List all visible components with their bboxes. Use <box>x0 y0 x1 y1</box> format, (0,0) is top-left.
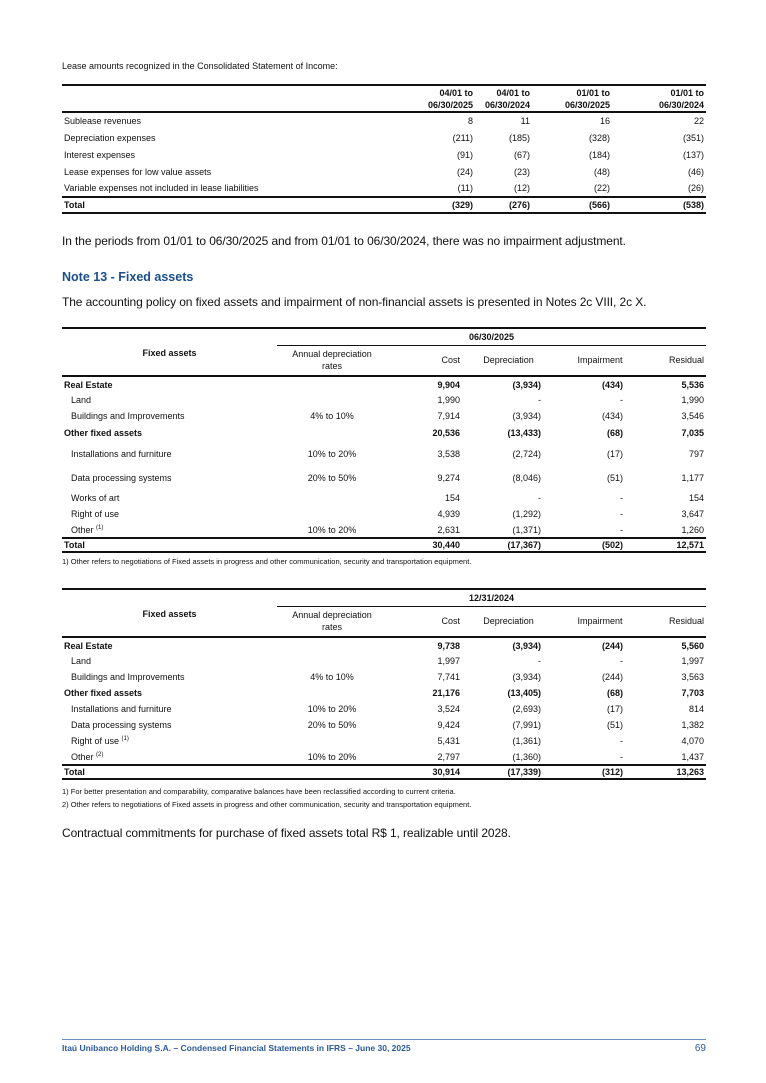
cell-value: (185) <box>508 132 530 143</box>
row-label: Data processing systems <box>71 720 172 730</box>
cell-value: (566) <box>532 197 612 213</box>
cell-value: 1,177 <box>681 473 704 483</box>
col-header: 04/01 to 06/30/2025 <box>402 85 475 112</box>
table-row <box>62 163 706 180</box>
rate-cell: 10% to 20% <box>307 449 357 459</box>
rate-cell: 10% to 20% <box>307 751 357 762</box>
cell-value: (51) <box>606 473 623 483</box>
footnotes-2024 <box>62 785 471 811</box>
rate-cell <box>277 376 387 392</box>
rate-cell <box>277 653 387 669</box>
cell-value: (13,405) <box>507 688 541 698</box>
row-label: Right of use $^{(1)}$ <box>71 736 129 746</box>
cell-value: 3,647 <box>681 509 704 519</box>
cell-value: 1,382 <box>681 720 704 730</box>
row-label: Total <box>62 765 277 779</box>
row-label: Works of art <box>71 493 120 503</box>
table-row <box>62 717 706 733</box>
cell-value: 16 <box>599 116 610 126</box>
cell-value: 1,437 <box>681 751 704 762</box>
cell-value: 3,524 <box>437 704 460 714</box>
cell-value: (17) <box>606 449 623 459</box>
cell-value: 4,939 <box>437 509 460 519</box>
row-label: Land <box>71 656 92 666</box>
col-header: 01/01 to 06/30/2025 <box>532 85 612 112</box>
table-row <box>62 669 706 685</box>
cell-value: (17) <box>606 704 623 714</box>
total-row <box>62 765 706 779</box>
row-label: Sublease revenues <box>64 116 142 126</box>
cell-value: 21,176 <box>432 688 460 698</box>
fixed-assets-2024-table <box>62 588 706 780</box>
cell-value: - <box>620 524 623 535</box>
commitments-text: Contractual commitments for purchase of fixed assets total R$ 1, realizable until 2028. <box>62 826 511 840</box>
cell-value: (244) <box>601 640 623 651</box>
period-header: 06/30/2025 <box>277 328 706 345</box>
rate-cell <box>277 506 387 522</box>
cell-value: 7,914 <box>437 411 460 421</box>
cell-value: (434) <box>601 411 623 421</box>
col-header: Cost <box>387 606 462 637</box>
cell-value: 22 <box>693 116 704 126</box>
cell-value: (3,934) <box>512 640 541 651</box>
rate-cell <box>277 685 387 701</box>
cell-value: (51) <box>606 720 623 730</box>
cell-value: (2,724) <box>512 449 541 459</box>
cell-value: 20,536 <box>432 428 460 438</box>
cell-value: 13,263 <box>645 765 706 779</box>
total-row <box>62 197 706 213</box>
impairment-note: In the periods from 01/01 to 06/30/2025 and from 01/01 to 06/30/2024, there was no impairment adjustment. <box>62 234 626 248</box>
row-label: Data processing systems <box>71 473 172 483</box>
cell-value: - <box>620 509 623 519</box>
cell-value: 3,563 <box>681 672 704 682</box>
cell-value: (211) <box>452 132 473 143</box>
cell-value: 5,560 <box>681 640 704 651</box>
rate-cell <box>277 392 387 408</box>
cell-value: (13,433) <box>507 428 541 438</box>
cell-value: - <box>538 395 541 405</box>
cell-value: - <box>620 493 623 503</box>
footer-text: Itaú Unibanco Holding S.A. – Condensed Financial Statements in IFRS – June 30, 2025 <box>62 1043 411 1053</box>
cell-value: 30,914 <box>387 765 462 779</box>
cell-value: 814 <box>688 704 704 714</box>
table-row <box>62 180 706 197</box>
cell-value: 2,631 <box>437 524 460 535</box>
cell-value: 1,997 <box>437 656 460 666</box>
rate-cell <box>277 637 387 653</box>
cell-value: (12) <box>513 183 530 193</box>
cell-value: (276) <box>475 197 532 213</box>
rate-cell: 10% to 20% <box>307 524 357 535</box>
row-label: Right of use <box>71 509 120 519</box>
cell-value: (312) <box>555 765 645 779</box>
cell-value: (2,693) <box>512 704 541 714</box>
cell-value: 797 <box>688 449 704 459</box>
table-row <box>62 408 706 424</box>
col-header-rates: Annual depreciation rates <box>277 345 387 376</box>
cell-value: 7,035 <box>681 428 704 438</box>
cell-value: 3,538 <box>437 449 460 459</box>
cell-value: (17,339) <box>462 765 555 779</box>
cell-value: 1,990 <box>681 395 704 405</box>
cell-value: (329) <box>402 197 475 213</box>
footnote-ref: (1) <box>96 524 104 531</box>
table-row <box>62 146 706 163</box>
rate-cell: 20% to 50% <box>307 720 357 730</box>
cell-value: (328) <box>588 132 610 143</box>
cell-value: - <box>538 656 541 666</box>
row-label: Installations and furniture <box>71 704 172 714</box>
row-label: Land <box>71 395 92 405</box>
col-header: Impairment <box>555 606 645 637</box>
cell-value: (1,371) <box>512 524 541 535</box>
cell-value: 9,424 <box>437 720 460 730</box>
cell-value: 2,797 <box>437 751 460 762</box>
cell-value: (7,991) <box>512 720 541 730</box>
cell-value: 9,738 <box>437 640 460 651</box>
footer-divider <box>62 1039 706 1040</box>
col-header-rates: Annual depreciation rates <box>277 606 387 637</box>
cell-value: (48) <box>593 166 610 177</box>
cell-value: (24) <box>456 166 473 177</box>
footnote: 1) For better presentation and comparability, comparative balances have been reclassified according to current criteria. <box>62 787 456 796</box>
table-row <box>62 424 706 442</box>
policy-text: The accounting policy on fixed assets and impairment of non-financial assets is presented in Notes 2c VIII, 2c X. <box>62 295 647 309</box>
cell-value: 7,703 <box>681 688 704 698</box>
row-label: Total <box>62 538 277 552</box>
cell-value: (68) <box>606 428 623 438</box>
page-number: 69 <box>694 1043 706 1054</box>
row-label: Other $^{(2)}$ <box>71 751 104 762</box>
cell-value: - <box>620 395 623 405</box>
row-label: Variable expenses not included in lease liabilities <box>64 183 259 193</box>
cell-value: (3,934) <box>512 411 541 421</box>
cell-value: (538) <box>612 197 706 213</box>
cell-value: (17,367) <box>462 538 555 552</box>
row-label: Installations and furniture <box>71 449 172 459</box>
row-label: Buildings and Improvements <box>71 672 185 682</box>
col-header: 01/01 to 06/30/2024 <box>612 85 706 112</box>
period-header: 12/31/2024 <box>277 589 706 606</box>
row-label: Other fixed assets <box>64 688 143 698</box>
table-row <box>62 749 706 765</box>
cell-value: (91) <box>456 149 473 160</box>
rate-cell: 4% to 10% <box>310 411 354 421</box>
rate-cell <box>277 733 387 749</box>
cell-value: 8 <box>467 116 473 126</box>
cell-value: 3,546 <box>681 411 704 421</box>
cell-value: 4,070 <box>681 736 704 746</box>
cell-value: (3,934) <box>512 379 541 390</box>
cell-value: - <box>620 656 623 666</box>
cell-value: 5,536 <box>681 379 704 390</box>
table-row <box>62 490 706 506</box>
cell-value: 9,904 <box>437 379 460 390</box>
cell-value: 1,990 <box>437 395 460 405</box>
table-row <box>62 637 706 653</box>
cell-value: (3,934) <box>512 672 541 682</box>
table-row <box>62 506 706 522</box>
row-label: Other fixed assets <box>64 428 143 438</box>
rate-cell <box>277 490 387 506</box>
table-row <box>62 112 706 129</box>
header-empty <box>62 85 402 112</box>
cell-value: (67) <box>513 149 530 160</box>
row-label: Buildings and Improvements <box>71 411 185 421</box>
cell-value: (68) <box>606 688 623 698</box>
cell-value: (1,361) <box>512 736 541 746</box>
cell-value: - <box>538 493 541 503</box>
col-header: 04/01 to 06/30/2024 <box>475 85 532 112</box>
table-row <box>62 392 706 408</box>
row-label: Real Estate <box>64 379 113 390</box>
cell-value: (11) <box>457 183 473 193</box>
cell-value: (1,292) <box>512 509 541 519</box>
table-row <box>62 701 706 717</box>
row-label: Lease expenses for low value assets <box>64 166 212 177</box>
row-label: Total <box>62 197 402 213</box>
col-header: Residual <box>645 606 706 637</box>
footnote: 2) Other refers to negotiations of Fixed assets in progress and other communication, security and transportation equipment. <box>62 800 472 809</box>
footnote-ref: (2) <box>96 751 104 758</box>
col-header: Depreciation <box>462 606 555 637</box>
lease-table <box>62 84 706 214</box>
rate-cell: 20% to 50% <box>307 473 357 483</box>
col-header-fixed-assets: Fixed assets <box>62 328 277 376</box>
cell-value: (8,046) <box>512 473 541 483</box>
lease-intro: Lease amounts recognized in the Consolidated Statement of Income: <box>62 61 338 71</box>
table-row <box>62 653 706 669</box>
col-header: Residual <box>645 345 706 376</box>
table-row <box>62 129 706 146</box>
cell-value: 7,741 <box>437 672 460 682</box>
cell-value: - <box>620 751 623 762</box>
table-row <box>62 376 706 392</box>
cell-value: 1,997 <box>681 656 704 666</box>
cell-value: (244) <box>601 672 623 682</box>
footnotes-2025 <box>62 557 471 566</box>
row-label: Other $^{(1)}$ <box>71 524 104 535</box>
row-label: Interest expenses <box>64 149 136 160</box>
cell-value: (184) <box>588 149 610 160</box>
col-header: Impairment <box>555 345 645 376</box>
col-header: Depreciation <box>462 345 555 376</box>
footnote: 1) Other refers to negotiations of Fixed assets in progress and other communication, security and transportation equipment. <box>62 557 472 566</box>
cell-value: 12,571 <box>645 538 706 552</box>
table-row <box>62 685 706 701</box>
cell-value: - <box>620 736 623 746</box>
cell-value: 154 <box>444 493 460 503</box>
cell-value: 9,274 <box>437 473 460 483</box>
fixed-assets-2025-table <box>62 327 706 553</box>
row-label: Real Estate <box>64 640 113 651</box>
table-row <box>62 466 706 490</box>
table-row <box>62 442 706 466</box>
total-row <box>62 538 706 552</box>
cell-value: (46) <box>687 166 704 177</box>
cell-value: 11 <box>520 116 530 126</box>
note-heading: Note 13 - Fixed assets <box>62 270 194 284</box>
cell-value: (434) <box>601 379 623 390</box>
cell-value: (23) <box>513 166 530 177</box>
cell-value: (22) <box>593 183 610 193</box>
cell-value: 1,260 <box>681 524 704 535</box>
cell-value: 5,431 <box>437 736 460 746</box>
cell-value: (137) <box>682 149 704 160</box>
cell-value: 154 <box>688 493 704 503</box>
table-row <box>62 733 706 749</box>
cell-value: (26) <box>687 183 704 193</box>
rate-cell: 4% to 10% <box>310 672 354 682</box>
cell-value: 30,440 <box>387 538 462 552</box>
rate-cell: 10% to 20% <box>307 704 357 714</box>
cell-value: (351) <box>682 132 704 143</box>
col-header: Cost <box>387 345 462 376</box>
col-header-fixed-assets: Fixed assets <box>62 589 277 637</box>
footnote-ref: (1) <box>121 736 129 742</box>
cell-value: (1,360) <box>512 751 541 762</box>
row-label: Depreciation expenses <box>64 132 156 143</box>
rate-cell <box>277 424 387 442</box>
cell-value: (502) <box>555 538 645 552</box>
table-row <box>62 522 706 538</box>
